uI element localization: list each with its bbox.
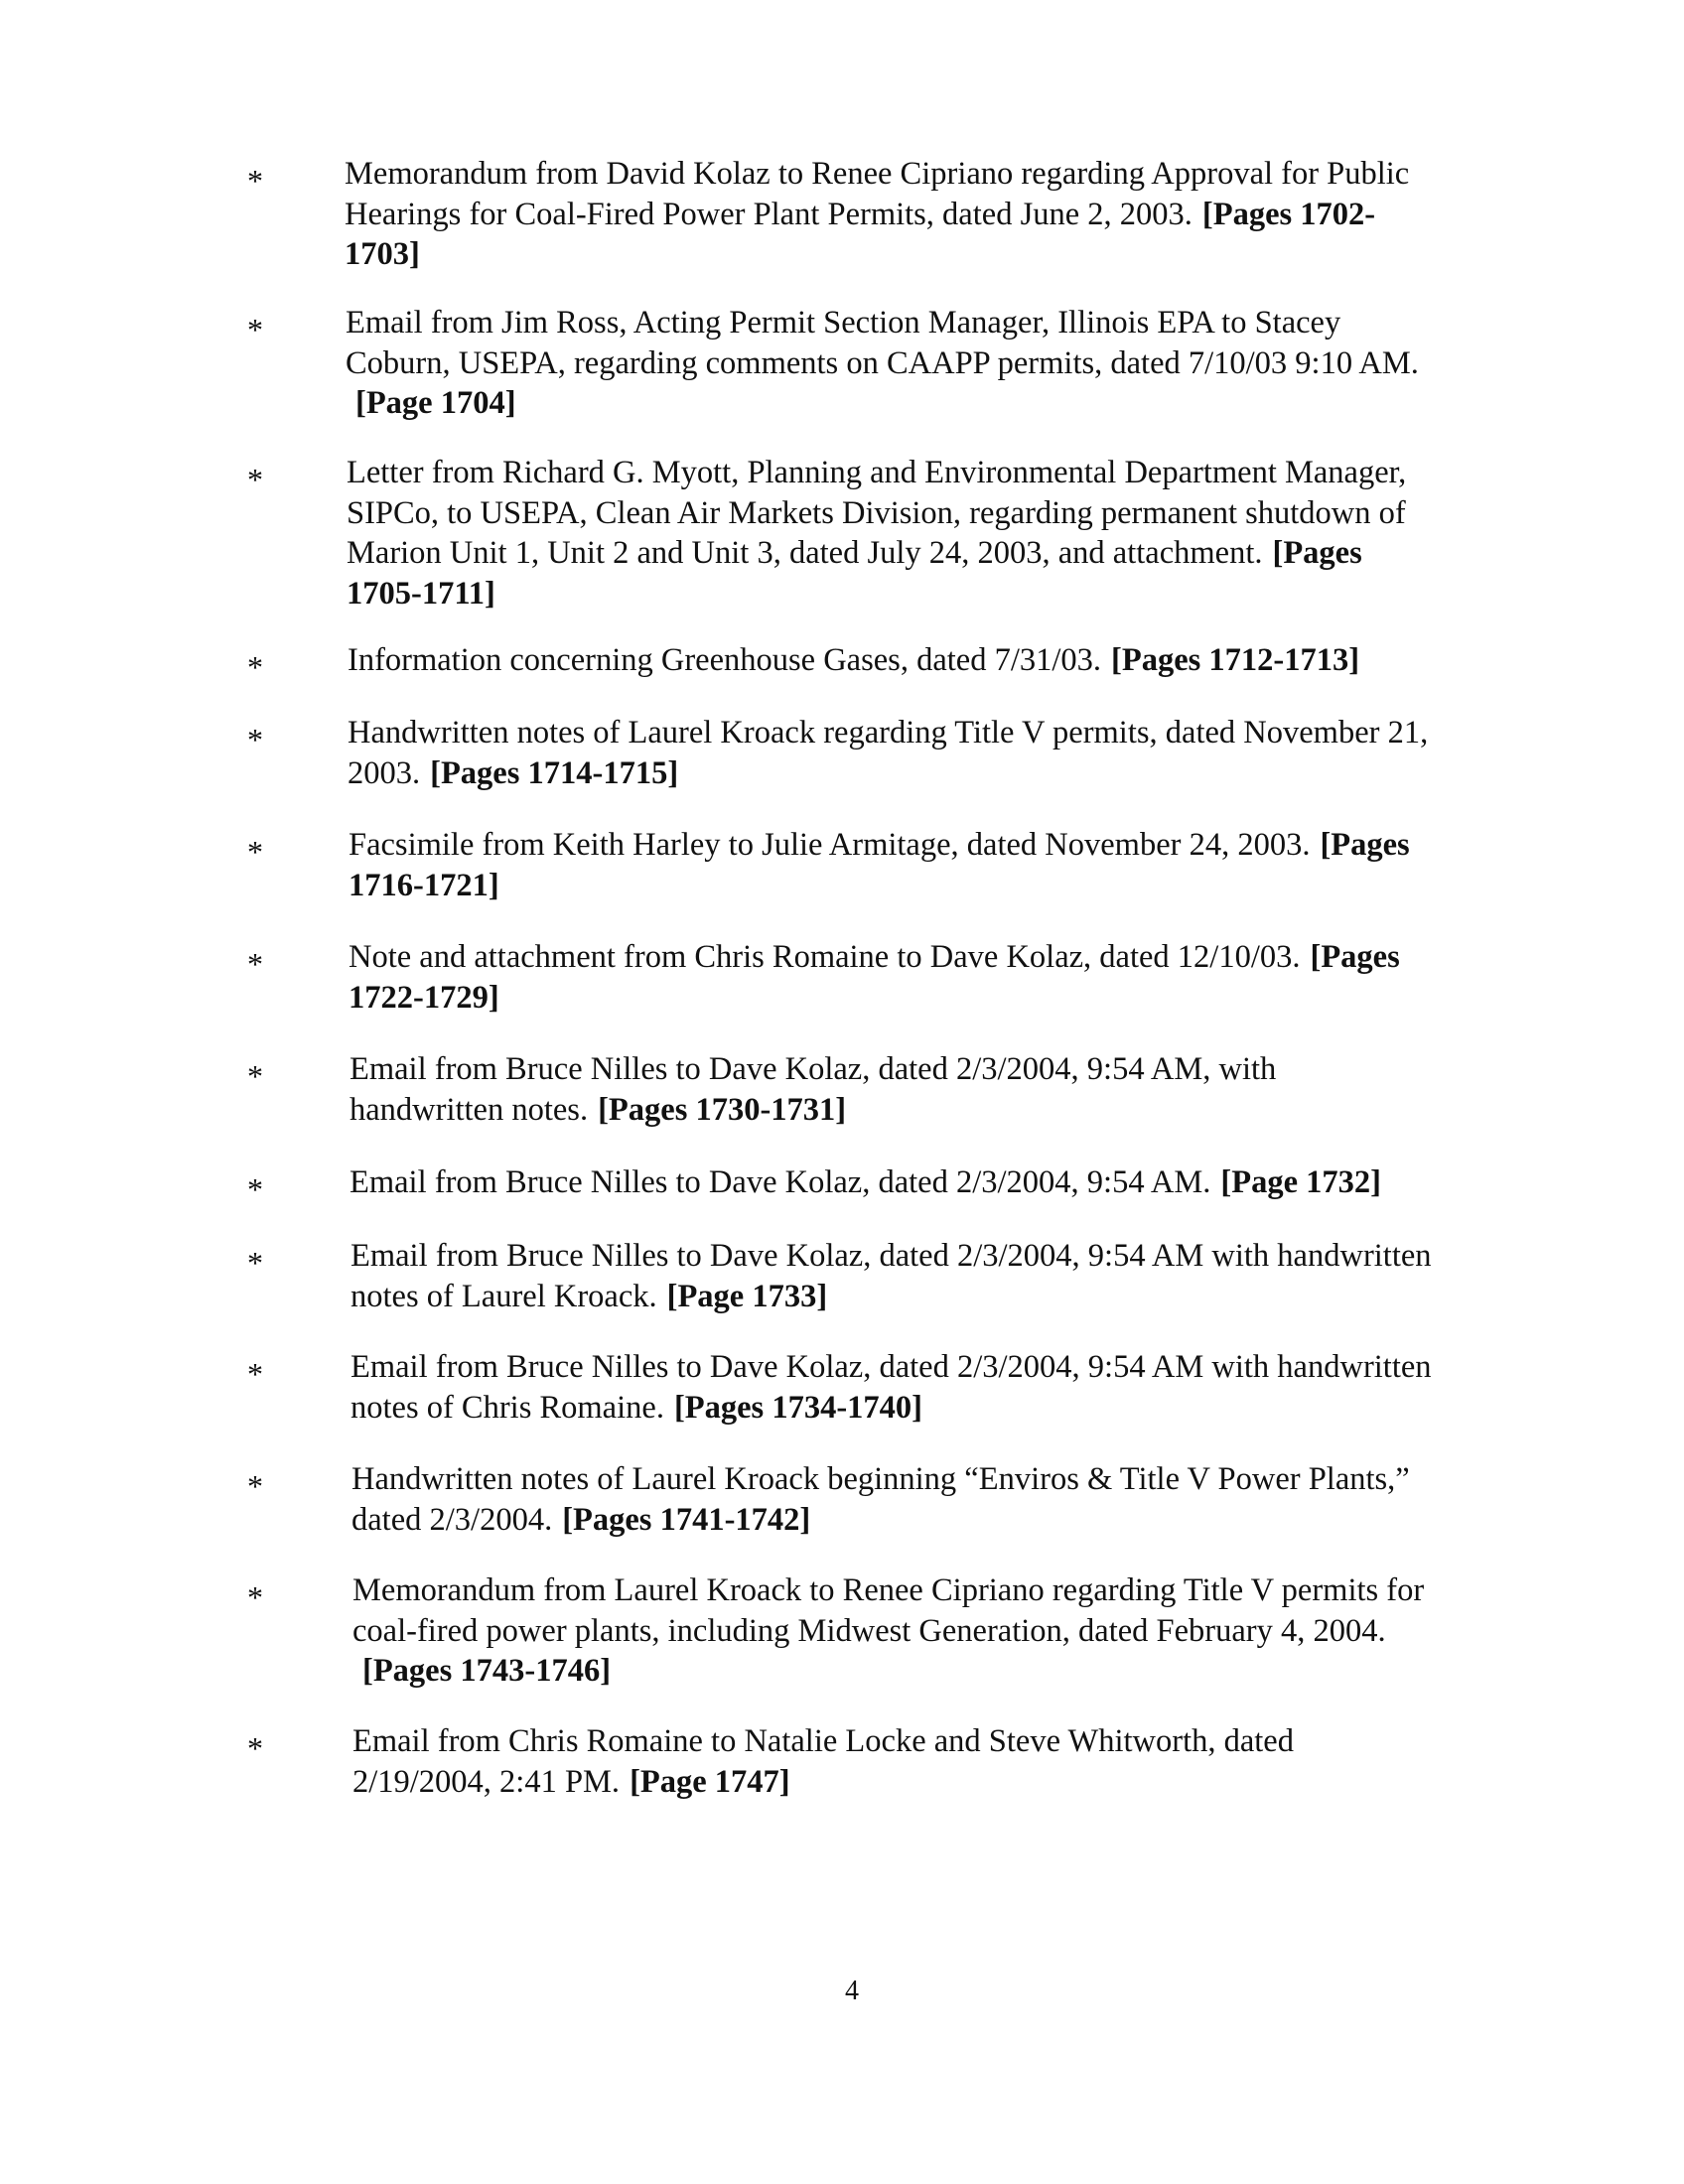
page-reference: [Pages 1712-1713] bbox=[1111, 642, 1360, 678]
page-number: 4 bbox=[845, 1976, 859, 2006]
entry-text bbox=[349, 937, 1431, 1018]
entry-description: Email from Bruce Nilles to Dave Kolaz, dated 2/3/2004, 9:54 AM. bbox=[350, 1164, 1211, 1200]
bullet-icon: * bbox=[247, 1058, 263, 1094]
page-reference: [Page 1733] bbox=[666, 1278, 828, 1314]
entry-text bbox=[345, 154, 1427, 275]
page-reference: [Pages 1714-1715] bbox=[430, 754, 679, 791]
entry-description: Information concerning Greenhouse Gases, dated 7/31/03. bbox=[348, 642, 1102, 678]
page-reference: [Pages 1743-1746] bbox=[362, 1653, 612, 1689]
page-reference: [Pages 1734-1740] bbox=[673, 1389, 922, 1426]
entry-text bbox=[351, 1236, 1433, 1316]
bullet-icon: * bbox=[247, 312, 263, 347]
bullet-icon: * bbox=[247, 1579, 263, 1615]
entry-text bbox=[350, 1049, 1432, 1130]
entry-text bbox=[347, 453, 1429, 614]
entry-description: Memorandum from David Kolaz to Renee Cipriano regarding Approval for Public Hearings for Coal-Fired Power Plant Permits, dated June 2, 2003. bbox=[345, 156, 1410, 232]
entry-text bbox=[348, 713, 1430, 793]
entry-text bbox=[351, 1347, 1433, 1428]
page-reference: [Pages 1722-1729] bbox=[349, 939, 1400, 1016]
bullet-icon: * bbox=[247, 462, 263, 497]
bullet-icon: * bbox=[247, 1356, 263, 1392]
page-reference: [Pages 1730-1731] bbox=[598, 1091, 847, 1128]
page-reference: [Page 1732] bbox=[1220, 1164, 1381, 1200]
entry-description: Email from Bruce Nilles to Dave Kolaz, dated 2/3/2004, 9:54 AM with handwritten notes of Laurel Kroack. bbox=[351, 1238, 1432, 1314]
page-reference: [Pages 1716-1721] bbox=[349, 827, 1410, 903]
bullet-icon: * bbox=[247, 1245, 263, 1281]
entry-text bbox=[348, 640, 1430, 681]
page-reference: [Pages 1702-1703] bbox=[345, 196, 1376, 272]
entry-text bbox=[352, 1570, 1435, 1692]
page-reference: [Pages 1705-1711] bbox=[347, 535, 1362, 612]
entry-description: Facsimile from Keith Harley to Julie Armitage, dated November 24, 2003. bbox=[349, 827, 1311, 863]
entry-description: Memorandum from Laurel Kroack to Renee Cipriano regarding Title V permits for coal-fired power plants, including Midwest Generation, dated February 4, 2004. bbox=[352, 1572, 1425, 1649]
bullet-icon: * bbox=[247, 1730, 263, 1766]
bullet-icon: * bbox=[247, 163, 263, 199]
entry-description: Email from Jim Ross, Acting Permit Section Manager, Illinois EPA to Stacey Coburn, USEPA, regarding comments on CAAPP permits, dated 7/10/03 9:10 AM. bbox=[346, 305, 1419, 381]
entry-description: Email from Bruce Nilles to Dave Kolaz, dated 2/3/2004, 9:54 AM, with handwritten notes. bbox=[350, 1051, 1277, 1128]
entry-text bbox=[350, 1162, 1432, 1203]
entry-description: Handwritten notes of Laurel Kroack regarding Title V permits, dated November 21, 2003. bbox=[348, 715, 1429, 791]
entry-description: Email from Chris Romaine to Natalie Locke and Steve Whitworth, dated 2/19/2004, 2:41 PM. bbox=[352, 1723, 1294, 1800]
bullet-icon: * bbox=[247, 1171, 263, 1207]
bullet-icon: * bbox=[247, 722, 263, 757]
entry-text bbox=[351, 1459, 1434, 1540]
bullet-icon: * bbox=[247, 1468, 263, 1504]
entry-description: Note and attachment from Chris Romaine to Dave Kolaz, dated 12/10/03. bbox=[349, 939, 1301, 975]
bullet-icon: * bbox=[247, 946, 263, 982]
page-reference: [Pages 1741-1742] bbox=[562, 1501, 811, 1538]
page-reference: [Page 1704] bbox=[355, 385, 516, 421]
bullet-icon: * bbox=[247, 834, 263, 870]
entry-description: Handwritten notes of Laurel Kroack beginning “Enviros & Title V Power Plants,” dated 2/3/2004. bbox=[351, 1461, 1410, 1538]
bullet-icon: * bbox=[247, 649, 263, 685]
entry-text bbox=[349, 825, 1431, 905]
entry-description: Letter from Richard G. Myott, Planning and Environmental Department Manager, SIPCo, to USEPA, Clean Air Markets Division, regarding permanent shutdown of Marion Unit 1, Unit 2 and Unit 3, dated July 24, 2003, and attachment. bbox=[347, 455, 1407, 571]
entry-text bbox=[346, 303, 1428, 424]
entry-description: Email from Bruce Nilles to Dave Kolaz, dated 2/3/2004, 9:54 AM with handwritten notes of Chris Romaine. bbox=[351, 1349, 1432, 1426]
entry-text bbox=[352, 1721, 1435, 1802]
page-reference: [Page 1747] bbox=[630, 1763, 790, 1800]
